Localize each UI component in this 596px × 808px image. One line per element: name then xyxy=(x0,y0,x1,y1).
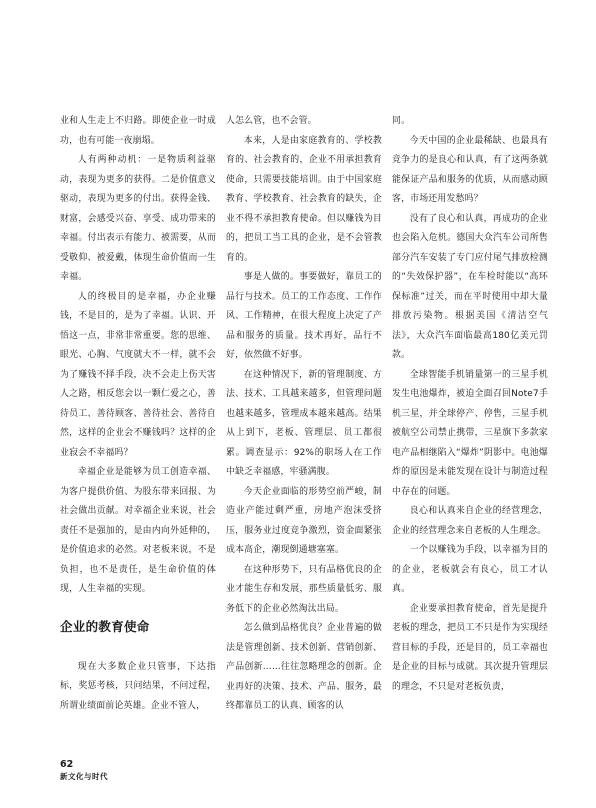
paragraph: 全球智能手机销量第一的三星手机发生电池爆炸，被迫全面召回Note7手机三星，并全球停产、停售，三星手机被航空公司禁止携带，三星旗下多款家电产品相继陷入“爆炸”阴影中。电池爆炸的原因是未能发现在设计与制造过程中存在的问题。 xyxy=(392,369,548,497)
paragraph: 一个以赚钱为手段，以幸福为目的的企业，老板就会有良心，员工才认真。 xyxy=(392,545,548,594)
paragraph: 今天中国的企业最稀缺、也最具有竞争力的是良心和认真，有了这两条就能保证产品和服务的优质，从而感动顾客，市场还用发愁吗？ xyxy=(392,135,548,204)
article-column-1 xyxy=(60,112,216,716)
paragraph: 企业要承担教育使命，首先是提升老板的理念，把员工不只是作为实现经营目标的手段，还是目的，员工幸福也是企业的目标与成就。其次提升管理层的理念，不只是对老板负责， xyxy=(392,603,548,692)
paragraph: 本来，人是由家庭教育的、学校教育的、社会教育的，企业不用承担教育使命，只需要技能培训。由于中国家庭教育、学校教育、社会教育的缺失，企业不得不承担教育使命。但以赚钱为目的，把员工当工具的企业，是不会管教育的。 xyxy=(226,135,382,263)
paragraph: 人怎么管，也不会管。 xyxy=(226,116,317,126)
page-number: 62 xyxy=(60,759,74,770)
paragraph: 在这种形势下，只有品格优良的企业才能生存和发展，那些质量低劣、服务低下的企业必然淘汰出局。 xyxy=(226,564,382,614)
paragraph: 今天企业面临的形势空前严峻，制造业产能过剩严重，房地产泡沫受挤压，服务业过度竞争激烈，资金面紧张成本高企，潮现倒通塘塞塞。 xyxy=(226,486,382,555)
article-column-2 xyxy=(226,112,382,717)
paragraph: 没有了良心和认真，再成功的企业也会陷入危机。德国大众汽车公司所售部分汽车安装了专门应付尾气排放检测的“失效保护器”，在车检时能以“高环保标准”过关，而在平时使用中却大量排放污染物。根据美国《清洁空气法》，大众汽车面临最高180亿美元罚款。 xyxy=(392,213,548,360)
paragraph: 事是人做的。事要做好，靠员工的品行与技术。员工的工作态度、工作作风、工作精神，在很大程度上决定了产品和服务的质量。技术再好，品行不好，依然做不好事。 xyxy=(226,272,382,360)
paragraph: 人有两种动机：一是物质利益驱动，表现为更多的获得。二是价值意义驱动，表现为更多的付出。获得金钱、财富，会感受兴奋、享受、成功带来的幸福。付出表示有能力、被需要，从而受敬仰、被爱戴，体现生命价值而一生幸福。 xyxy=(60,155,216,282)
section-heading: 企业的教育使命 xyxy=(60,618,150,634)
paragraph: 业和人生走上不归路。即使企业一时成功，也有可能一夜崩塌。 xyxy=(60,116,216,146)
paragraph: 在这种情况下，新的管理制度、方法、技术、工具越来越多，但管理问题也越来越多，管理成本越来越高。结果从上到下，老板、管理层、员工都很累。调查显示：92%的职场人在工作中缺乏幸福感，牢骚满腹。 xyxy=(226,369,382,477)
paragraph: 同。 xyxy=(392,116,411,126)
paragraph: 幸福企业是能够为员工创造幸福、为客户提供价值、为股东带来回报、为社会做出贡献。对幸福企业来说，社会责任不是强加的，是由内向外延伸的，是价值追求的必然。对老板来说，不是负担，也不是责任，是生命价值的体现，人生幸福的实现。 xyxy=(60,467,216,594)
paragraph: 现在大多数企业只管事，下达指标，奖惩考核，只问结果，不问过程，所谓业绩面前论英雄。企业不管人， xyxy=(60,661,216,711)
paragraph: 怎么做到品格优良？企业普遍的做法是管理创新、技术创新、营销创新、产品创新……往往忽略理念的创新。企业再好的决策、技术、产品、服务，最终都靠员工的认真、顾客的认 xyxy=(226,623,382,711)
paragraph: 良心和认真来自企业的经营理念，企业的经营理念来自老板的人生理念。 xyxy=(392,506,548,536)
page-footer xyxy=(60,752,108,781)
magazine-logo: 新文化与时代 xyxy=(60,772,108,781)
article-column-3 xyxy=(392,112,548,697)
paragraph: 人的终极目的是幸福，办企业赚钱，不是目的，是为了幸福。认识、开悟这一点，非常非常重要。您的思维、眼光、心胸、气度就大不一样，就不会为了赚钱不择手段，决不会走上伤天害人之路，相反您会以一颗仁爱之心，善待员工、善待顾客、善待社会、善待自然，这样的企业会不赚钱吗？这样的企业寂会不幸福吗？ xyxy=(60,291,216,458)
